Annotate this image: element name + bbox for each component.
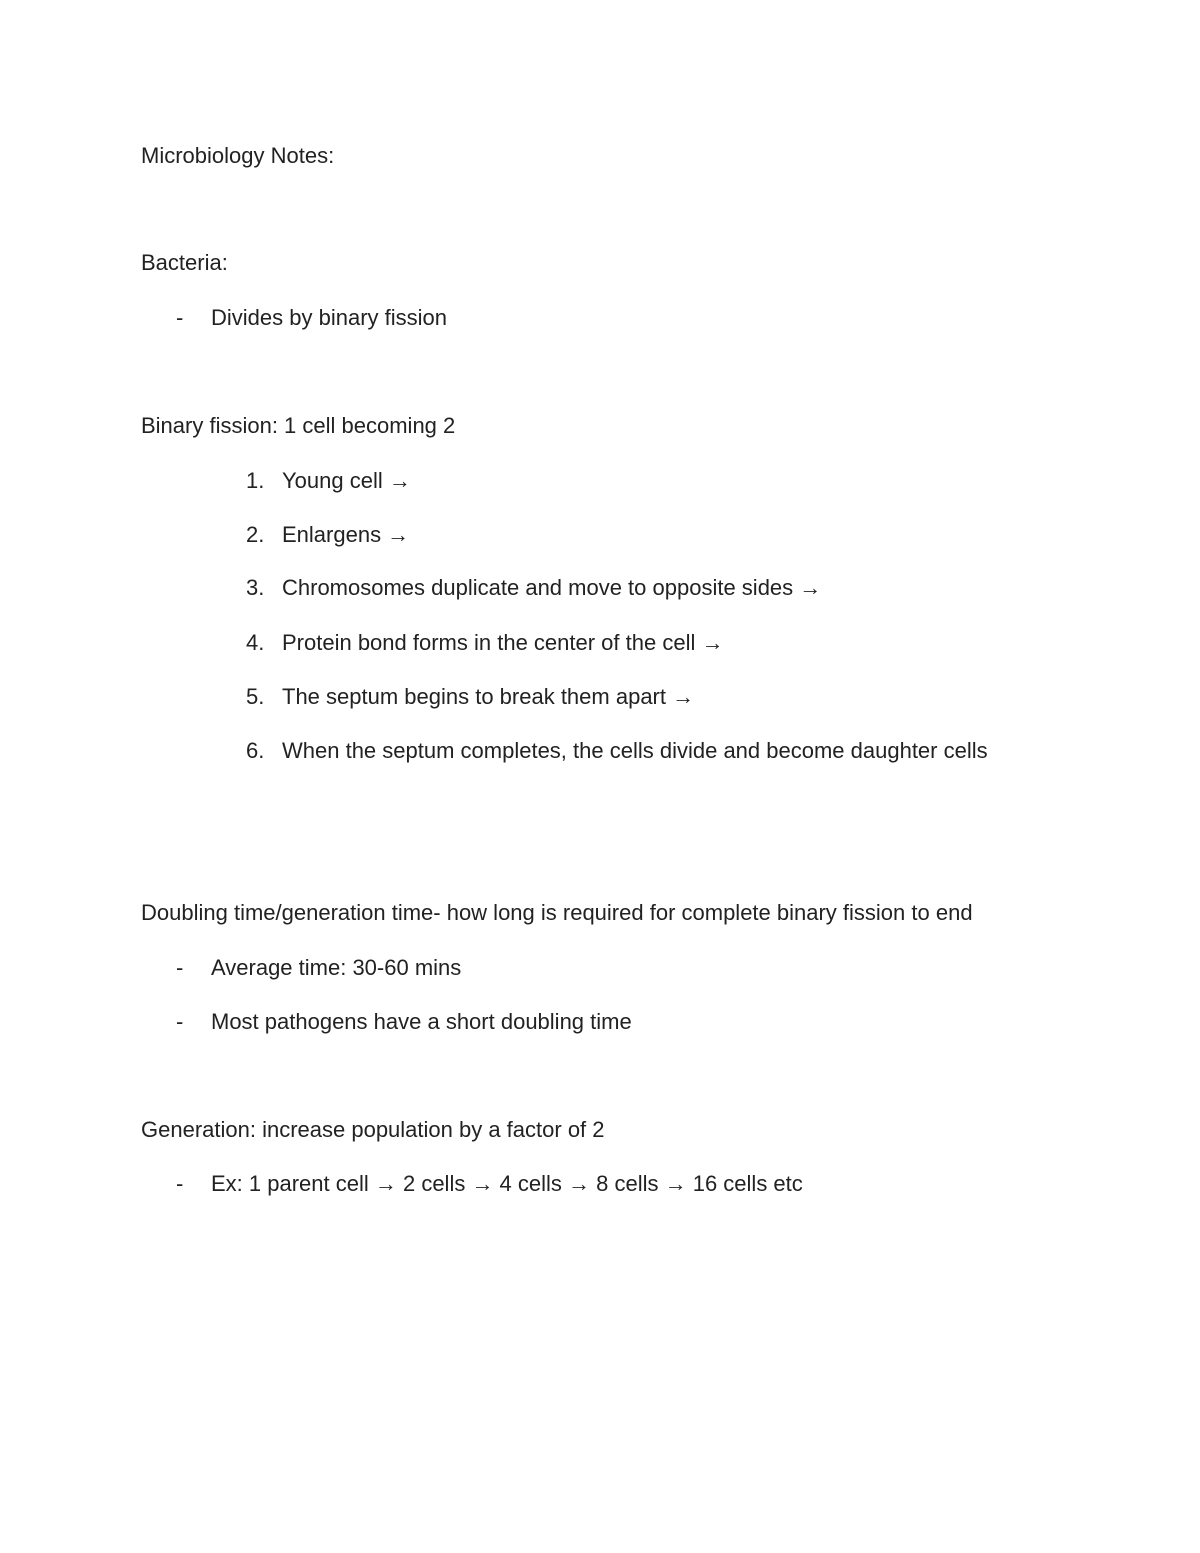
step-number: 2. (246, 522, 265, 547)
binary-fission-heading: Binary fission: 1 cell becoming 2 (141, 413, 456, 438)
step-number: 5. (246, 684, 265, 709)
bacteria-heading: Bacteria: (141, 250, 228, 275)
step-number: 3. (246, 575, 265, 600)
generation-bullet-1: Ex: 1 parent cell → 2 cells → 4 cells → 8 cells → 16 cells etc (211, 1171, 803, 1196)
doubling-time-bullet-2: Most pathogens have a short doubling time (211, 1009, 632, 1034)
doubling-time-heading: Doubling time/generation time- how long is required for complete binary fission to end (141, 900, 973, 925)
bullet-marker: - (176, 305, 184, 330)
step-text: Chromosomes duplicate and move to opposite sides → (282, 575, 822, 600)
doubling-time-bullet-1: Average time: 30-60 mins (211, 955, 462, 980)
step-number: 6. (246, 738, 265, 763)
generation-heading: Generation: increase population by a factor of 2 (141, 1117, 605, 1142)
step-number: 1. (246, 468, 265, 493)
step-text: Young cell → (282, 468, 411, 493)
bacteria-bullet-1: Divides by binary fission (211, 305, 447, 330)
step-text: Protein bond forms in the center of the cell → (282, 630, 724, 655)
bullet-marker: - (176, 955, 184, 980)
bullet-marker: - (176, 1171, 184, 1196)
page-title: Microbiology Notes: (141, 143, 335, 168)
step-text: When the septum completes, the cells divide and become daughter cells (282, 738, 988, 763)
step-text: Enlargens → (282, 522, 410, 547)
step-number: 4. (246, 630, 265, 655)
bullet-marker: - (176, 1009, 184, 1034)
step-text: The septum begins to break them apart → (282, 684, 695, 709)
